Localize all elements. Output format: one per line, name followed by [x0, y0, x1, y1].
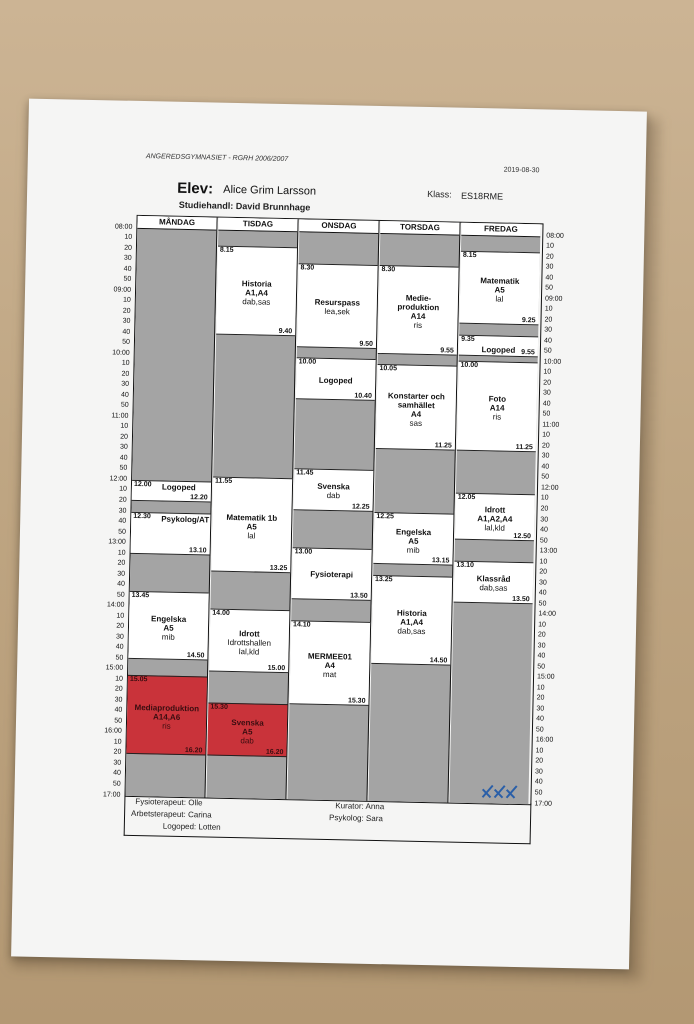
- lesson-line: dab: [240, 736, 254, 746]
- lesson-line: A5: [246, 522, 257, 532]
- time-label: 10: [120, 422, 129, 431]
- time-label: 10: [542, 431, 550, 439]
- lesson-start-time: 15.30: [210, 703, 228, 712]
- student-label: Elev:: [177, 179, 214, 198]
- time-label: 30: [541, 452, 550, 460]
- lesson-line: Foto: [488, 394, 507, 405]
- lesson-block[interactable]: [455, 492, 535, 541]
- time-label: 50: [537, 663, 546, 671]
- lesson-line: Logoped: [318, 375, 353, 386]
- lesson-start-time: 8.15: [462, 251, 477, 259]
- lesson-text: [212, 513, 292, 542]
- fysio-name: Olle: [188, 798, 203, 808]
- lesson-line: A4: [324, 660, 335, 670]
- lesson-end-time: 9.50: [359, 340, 374, 348]
- fysio-label: Fysioterapeut:: [135, 797, 187, 808]
- time-label: 20: [124, 244, 133, 252]
- time-label: 20: [535, 757, 544, 765]
- lesson-text: [298, 297, 377, 317]
- time-label: 10: [115, 675, 123, 683]
- lesson-block[interactable]: [373, 512, 453, 566]
- lesson-text: [296, 375, 375, 386]
- lesson-line: A1,A4: [400, 617, 424, 628]
- time-label: 40: [536, 715, 545, 723]
- schedule-sheet: [11, 99, 647, 970]
- time-label: 50: [120, 401, 129, 410]
- time-label: 15:00: [105, 664, 124, 672]
- time-label: 16:00: [535, 736, 554, 745]
- time-label: 20: [118, 496, 127, 504]
- time-label: 20: [545, 253, 554, 261]
- time-label: 50: [123, 275, 132, 283]
- lesson-line: ris: [162, 721, 171, 731]
- time-label: 10:00: [112, 349, 130, 357]
- time-label: 30: [115, 633, 124, 641]
- lesson-end-time: 9.55: [521, 348, 535, 357]
- lesson-start-time: 13.25: [374, 575, 393, 584]
- time-label: 50: [112, 780, 121, 788]
- time-label: 30: [545, 263, 554, 271]
- lesson-line: Konstarter och: [387, 390, 445, 401]
- time-label: 20: [120, 433, 129, 441]
- lesson-text: [374, 526, 454, 555]
- lesson-text: [376, 391, 456, 429]
- lesson-block[interactable]: [216, 245, 297, 336]
- lesson-line: mib: [406, 545, 420, 555]
- lesson-block[interactable]: [457, 361, 538, 452]
- lesson-end-time: 15.30: [347, 697, 366, 706]
- time-label: 40: [114, 706, 123, 715]
- time-label: 10: [540, 494, 549, 503]
- time-label: 50: [118, 528, 127, 536]
- studiehandl: Studiehandl: David Brunnhage: [178, 199, 311, 213]
- lesson-end-time: 9.40: [278, 328, 293, 336]
- lesson-line: A14: [410, 311, 426, 322]
- lesson-line: Svenska: [231, 718, 264, 728]
- time-label: 13:00: [108, 538, 126, 546]
- lesson-text: [459, 345, 538, 356]
- time-label: 50: [538, 600, 547, 608]
- lesson-line: Idrott: [239, 628, 260, 639]
- class-label: Klass:: [427, 188, 452, 200]
- lesson-end-time: 11.25: [434, 441, 452, 450]
- lesson-line: Svenska: [317, 481, 350, 492]
- time-label: 50: [534, 789, 543, 797]
- day-column: [449, 223, 540, 805]
- lesson-line: Mediaproduktion: [134, 702, 200, 714]
- time-label: 50: [115, 654, 124, 662]
- lesson-text: [460, 276, 540, 305]
- lesson-line: A5: [163, 623, 174, 633]
- lesson-text: [378, 293, 458, 331]
- lesson-line: Resurspass: [314, 297, 361, 308]
- day-header: FREDAG: [461, 223, 540, 238]
- time-label: 10: [121, 359, 130, 368]
- time-label: 30: [538, 579, 547, 587]
- time-label: 11:00: [542, 421, 560, 429]
- lesson-line: Engelska: [395, 526, 432, 537]
- lesson-block[interactable]: [211, 477, 292, 573]
- lesson-block[interactable]: [378, 265, 459, 356]
- time-label: 20: [544, 316, 553, 324]
- time-label: 50: [542, 410, 551, 418]
- lesson-end-time: 13.25: [269, 564, 288, 572]
- time-label: 20: [536, 694, 545, 702]
- lesson-line: dab,sas: [242, 297, 271, 307]
- lesson-line: A4: [410, 409, 422, 419]
- time-label: 10: [113, 738, 122, 746]
- lesson-start-time: 11.45: [296, 468, 314, 477]
- lesson-line: A1,A2,A4: [477, 513, 513, 524]
- lesson-end-time: 12.25: [351, 503, 370, 511]
- lesson-text: [129, 613, 209, 642]
- time-label: 40: [544, 337, 552, 345]
- lesson-end-time: 15.00: [267, 664, 286, 672]
- lesson-text: [290, 651, 370, 680]
- lesson-end-time: 11.25: [515, 443, 533, 451]
- lesson-line: produktion: [397, 302, 440, 313]
- time-label: 40: [117, 580, 125, 588]
- lesson-line: Historia: [241, 279, 272, 289]
- lesson-text: [209, 628, 289, 657]
- lesson-end-time: 12.50: [513, 532, 532, 541]
- time-label: 30: [117, 570, 126, 578]
- time-label: 30: [113, 759, 122, 767]
- logoped-label: Logoped:: [162, 821, 197, 832]
- time-label: 14:00: [538, 610, 556, 618]
- lesson-line: Logoped: [481, 345, 516, 355]
- lesson-block[interactable]: [289, 620, 370, 706]
- psykolog-label: Psykolog:: [328, 813, 364, 823]
- time-label: 30: [534, 768, 543, 776]
- arbets-label: Arbetsterapeut:: [131, 808, 186, 820]
- lesson-start-time: 12.25: [376, 512, 394, 521]
- lesson-line: mat: [322, 669, 337, 679]
- lesson-start-time: 9.35: [461, 335, 475, 343]
- lesson-line: Logoped: [161, 482, 196, 493]
- lesson-block[interactable]: [126, 675, 207, 756]
- lesson-end-time: 16.20: [265, 748, 284, 756]
- time-label: 10: [546, 242, 554, 250]
- day-header: MÅNDAG: [137, 216, 216, 231]
- time-label: 50: [535, 726, 544, 734]
- time-label: 30: [123, 254, 132, 262]
- time-label: 30: [122, 317, 131, 325]
- time-label: 20: [539, 568, 548, 576]
- arbets-name: Carina: [187, 810, 212, 820]
- contacts-footer: [124, 795, 532, 845]
- lesson-end-time: 9.25: [521, 317, 536, 325]
- lesson-line: Historia: [396, 608, 427, 619]
- time-label: 20: [121, 370, 130, 378]
- lesson-start-time: 15.05: [129, 675, 148, 684]
- lesson-text: [455, 505, 535, 534]
- lesson-line: A5: [494, 285, 505, 295]
- time-label: 10: [119, 486, 127, 494]
- lesson-end-time: 9.55: [440, 347, 454, 355]
- day-header: TISDAG: [218, 218, 297, 233]
- lesson-block[interactable]: [371, 575, 452, 666]
- day-column: [287, 219, 379, 801]
- time-label: 40: [545, 274, 554, 282]
- time-label: 50: [539, 536, 548, 545]
- time-label: 40: [113, 769, 122, 778]
- time-label: 50: [541, 473, 550, 482]
- time-label: 20: [537, 631, 546, 639]
- time-label: 20: [122, 307, 131, 315]
- time-label: 50: [545, 284, 554, 292]
- lesson-block[interactable]: [209, 608, 289, 673]
- time-label: 20: [116, 622, 125, 630]
- time-label: 40: [115, 643, 124, 651]
- time-label: 40: [542, 400, 551, 408]
- lesson-block[interactable]: [459, 335, 538, 358]
- lesson-text: [161, 514, 209, 524]
- lesson-block[interactable]: [376, 364, 457, 450]
- logoped-name: Lotten: [198, 822, 221, 832]
- school-header: ANGEREDSGYMNASIET - RGRH 2006/2007: [145, 153, 289, 164]
- lesson-line: ris: [492, 412, 502, 423]
- lesson-start-time: 8.30: [300, 263, 315, 272]
- lesson-line: A14,A6: [152, 712, 181, 722]
- lesson-line: Matematik: [480, 276, 520, 287]
- time-label: 10:00: [543, 358, 562, 366]
- lesson-text: [294, 481, 373, 501]
- time-label: 10: [538, 621, 547, 629]
- lesson-block[interactable]: [132, 480, 211, 503]
- time-label: 30: [121, 380, 130, 389]
- day-header: TORSDAG: [380, 221, 459, 236]
- time-label: 30: [540, 515, 549, 524]
- lesson-end-time: 13.10: [189, 547, 207, 555]
- lesson-block[interactable]: [454, 561, 534, 605]
- time-label: 30: [536, 705, 545, 713]
- time-label: 20: [543, 379, 552, 387]
- lesson-end-time: 13.50: [512, 595, 530, 604]
- lesson-start-time: 8.30: [381, 265, 396, 273]
- lesson-block[interactable]: [128, 591, 208, 661]
- time-label: 20: [117, 559, 126, 567]
- lesson-line: lal: [495, 294, 504, 304]
- time-label: 20: [114, 685, 123, 694]
- time-label: 10: [122, 296, 131, 304]
- time-label: 50: [114, 717, 123, 725]
- lesson-end-time: 13.50: [350, 592, 368, 600]
- lesson-line: Engelska: [151, 613, 187, 624]
- lesson-start-time: 13.00: [294, 547, 313, 556]
- lesson-start-time: 12.00: [133, 481, 152, 489]
- lesson-line: Fysioterapi: [310, 569, 354, 580]
- lesson-line: lal,kld: [484, 523, 505, 533]
- time-label: 14:00: [106, 601, 125, 609]
- time-label: 40: [123, 265, 132, 273]
- lesson-text: [208, 718, 288, 747]
- lesson-start-time: 11.55: [215, 477, 233, 486]
- time-label: 30: [118, 507, 127, 515]
- time-label: 10: [536, 684, 545, 692]
- lesson-start-time: 8.15: [219, 246, 234, 254]
- lesson-text: [292, 570, 371, 581]
- lesson-end-time: 14.50: [186, 652, 205, 660]
- time-label: 10: [544, 305, 553, 313]
- lesson-line: A1,A4: [245, 288, 268, 298]
- time-label: 30: [544, 326, 553, 334]
- time-label: 40: [120, 391, 129, 399]
- lesson-line: mib: [161, 632, 175, 642]
- time-label: 40: [541, 463, 550, 471]
- time-label: 40: [119, 454, 128, 462]
- lesson-line: A5: [408, 536, 419, 546]
- lesson-line: Medie-: [405, 293, 432, 304]
- time-label: 10: [539, 557, 548, 566]
- lesson-start-time: 10.05: [379, 365, 398, 373]
- lesson-line: samhället: [397, 399, 435, 410]
- lesson-start-time: 12.05: [457, 493, 476, 501]
- time-label: 30: [537, 642, 546, 650]
- time-label: 11:00: [111, 412, 129, 420]
- lesson-start-time: 14.10: [293, 621, 311, 629]
- time-label: 15:00: [536, 673, 555, 682]
- time-label: 10: [124, 233, 133, 241]
- time-label: 50: [543, 347, 552, 355]
- lesson-start-time: 13.10: [456, 561, 474, 570]
- time-label: 40: [537, 652, 546, 660]
- lesson-line: dab,sas: [479, 583, 508, 593]
- time-label: 13:00: [539, 547, 558, 555]
- lesson-start-time: 10.00: [298, 358, 317, 366]
- time-label: 40: [540, 526, 548, 534]
- lesson-block[interactable]: [459, 250, 540, 325]
- lesson-line: dab: [326, 490, 341, 500]
- time-label: 17:00: [534, 799, 553, 808]
- school-logo-icon: [480, 783, 520, 800]
- lesson-end-time: 13.15: [431, 557, 450, 565]
- time-label: 20: [541, 442, 550, 450]
- lesson-start-time: 14.00: [212, 609, 230, 617]
- lesson-block[interactable]: [297, 263, 378, 349]
- time-label: 10: [535, 747, 544, 755]
- time-label: 30: [119, 443, 128, 452]
- lesson-start-time: 13.45: [131, 591, 150, 600]
- time-label: 10: [117, 549, 126, 557]
- lesson-line: sas: [409, 418, 423, 428]
- lesson-line: lal: [247, 531, 256, 541]
- lesson-text: [457, 394, 537, 423]
- lesson-text: [162, 483, 196, 493]
- lesson-start-time: 12.30: [133, 512, 151, 521]
- time-label: 20: [113, 748, 122, 757]
- time-label: 40: [538, 589, 547, 597]
- time-label: 17:00: [102, 790, 121, 799]
- lesson-text: [217, 279, 297, 308]
- kurator-label: Kurator:: [335, 801, 364, 811]
- time-label: 40: [122, 328, 131, 336]
- time-label: 30: [542, 389, 551, 397]
- day-header: ONSDAG: [299, 219, 378, 234]
- time-label: 40: [118, 517, 127, 525]
- lesson-block[interactable]: [207, 703, 287, 757]
- time-label: 16:00: [104, 727, 122, 736]
- lesson-line: Matematik 1b: [226, 512, 278, 523]
- lesson-line: MERMEE01: [307, 651, 353, 662]
- time-label: 20: [540, 505, 549, 513]
- time-label: 50: [116, 591, 125, 599]
- time-label: 40: [534, 778, 543, 786]
- lesson-text: [127, 703, 207, 732]
- time-label: 12:00: [109, 475, 128, 483]
- time-label: 10: [116, 612, 125, 620]
- time-label: 09:00: [544, 295, 563, 303]
- lesson-block[interactable]: [131, 512, 211, 556]
- lesson-text: [372, 608, 452, 637]
- lesson-line: Idrottshallen: [227, 637, 272, 648]
- lesson-block[interactable]: [293, 468, 373, 512]
- time-label: 08:00: [546, 231, 564, 240]
- lesson-block[interactable]: [296, 358, 376, 402]
- time-label: 30: [114, 696, 123, 704]
- lesson-line: Idrott: [484, 505, 506, 515]
- lesson-line: lal,kld: [238, 646, 260, 657]
- lesson-line: Klassråd: [476, 574, 511, 584]
- day-column: [368, 221, 460, 803]
- time-label: 08:00: [114, 222, 133, 231]
- lesson-line: lea,sek: [324, 306, 350, 316]
- student-name: Alice Grim Larsson: [223, 183, 317, 198]
- lesson-end-time: 14.50: [429, 657, 448, 665]
- day-column: [206, 218, 298, 800]
- psykolog-name: Sara: [365, 813, 383, 824]
- lesson-text: [454, 574, 533, 594]
- time-label: 12:00: [540, 484, 559, 492]
- print-date: 2019-08-30: [503, 166, 540, 175]
- time-label: 50: [119, 465, 128, 473]
- lesson-line: ris: [413, 320, 423, 331]
- time-label: 09:00: [113, 286, 132, 294]
- lesson-line: A14: [489, 403, 505, 414]
- lesson-line: dab,sas: [397, 626, 426, 637]
- lesson-end-time: 16.20: [184, 746, 203, 755]
- lesson-end-time: 10.40: [354, 392, 372, 401]
- class-value: ES18RME: [461, 190, 504, 202]
- lesson-end-time: 12.20: [190, 494, 208, 502]
- lesson-line: Psykolog/AT: [161, 514, 210, 525]
- time-label: 10: [543, 368, 552, 376]
- lesson-start-time: 10.00: [460, 361, 479, 370]
- lesson-line: A5: [242, 727, 253, 737]
- time-label: 50: [122, 338, 131, 346]
- lesson-block[interactable]: [292, 547, 372, 601]
- kurator-name: Anna: [365, 801, 385, 812]
